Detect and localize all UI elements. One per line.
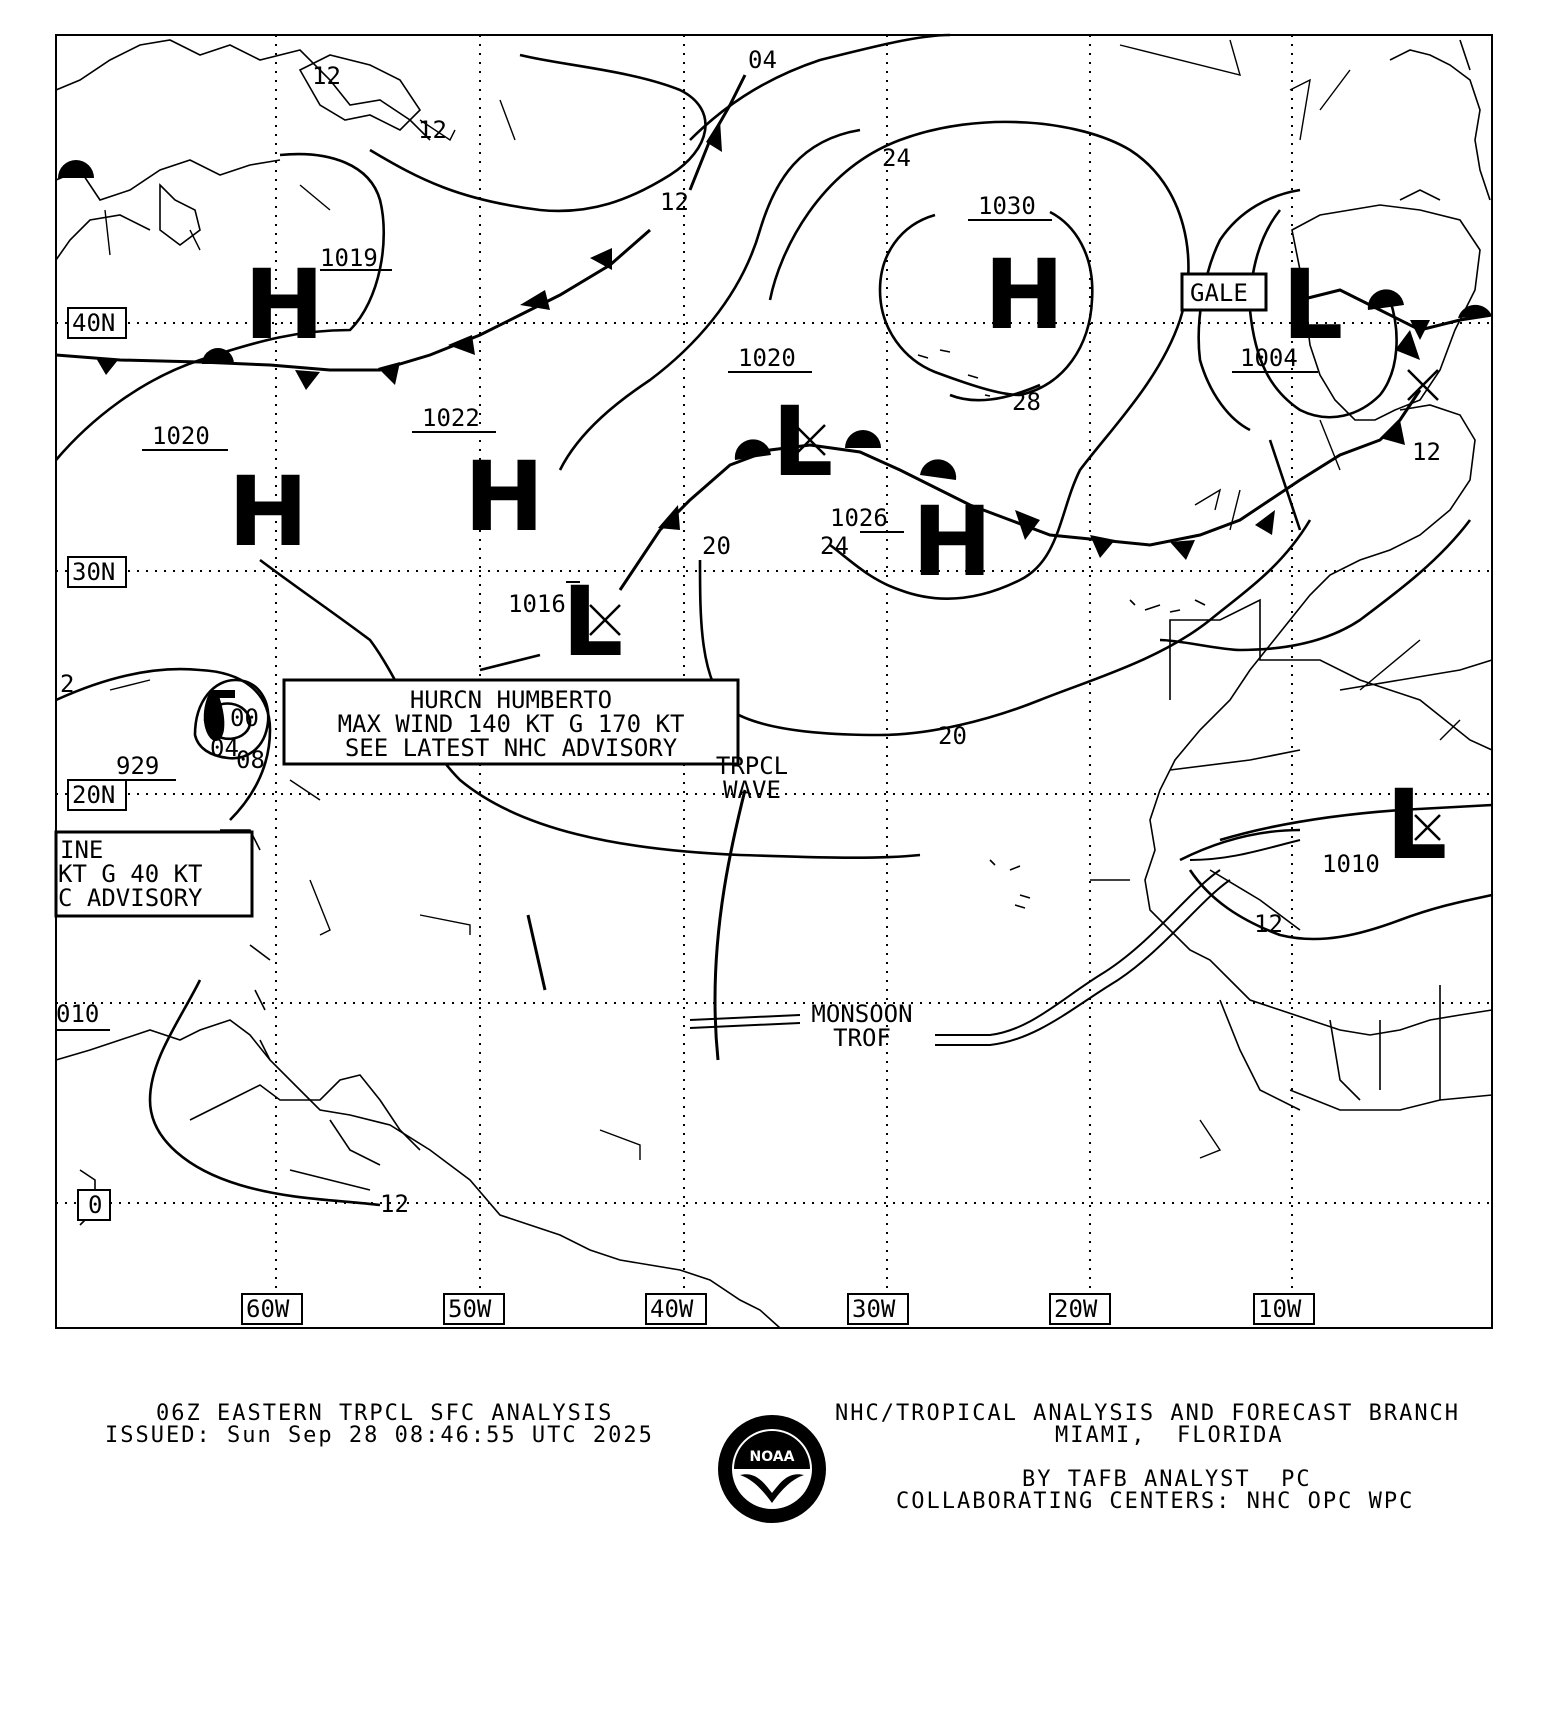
isobar-label: 08 [236,746,265,774]
low-center-symbol: L [1282,249,1344,361]
isobar-label: 20 [702,532,731,560]
isobar-label: 04 [210,734,239,762]
south-america-coast [56,1020,780,1328]
hurricane-name: HURCN HUMBERTO [409,686,613,714]
lon-label-50w: 50W [448,1295,492,1323]
lon-label-30w: 30W [852,1295,896,1323]
storm-name-partial: INE [60,836,104,864]
organization-location: MIAMI, FLORIDA [1055,1423,1284,1448]
lon-label-20w: 20W [1054,1295,1098,1323]
organization-name: NHC/TROPICAL ANALYSIS AND FORECAST BRANCH [835,1401,1461,1426]
isobar-label: 12 [418,116,447,144]
isobar-label: 12 [1254,910,1283,938]
hurricane-info-box [284,680,738,764]
tropical-wave-label: WAVE [723,776,781,804]
high-center-pressure: 1026 [830,504,888,532]
isobar-label: 12 [380,1190,409,1218]
storm-advisory-partial: C ADVISORY [58,884,203,912]
trough-mid [528,915,545,990]
hurricane-max-wind: MAX WIND 140 KT G 170 KT [337,710,685,738]
coastlines [56,40,1492,1328]
monsoon-trough-label: TROF [833,1024,891,1052]
lon-label-60w: 60W [246,1295,290,1323]
isobar-label: 2 [60,670,75,698]
low-center-pressure: 1020 [738,344,796,372]
low-center-pressure: 1010 [1322,850,1380,878]
troughs [528,840,1300,1045]
isobar-1024-east [1270,440,1300,530]
isobar-label: 12 [1412,438,1441,466]
monsoon-trough-west [690,1015,800,1028]
high-center-symbol: H [912,486,993,598]
lat-label-40n: 40N [72,309,116,337]
isobar-label: 28 [1012,388,1041,416]
azores-islands [918,350,990,396]
isobar-1020-mid-stub [480,655,540,670]
lat-label-30n: 30N [72,558,116,586]
south-america-interior [190,1075,420,1190]
feature-labels [716,752,913,1052]
lat-lon-grid [56,35,1492,1328]
lat-label-20n: 20N [72,781,116,809]
isobar-1020-south [700,520,1310,735]
isobar-label: 20 [938,722,967,750]
gale-warning [1182,274,1266,310]
analyst-credit: BY TAFB ANALYST PC [1022,1467,1312,1492]
map-frame [56,35,1492,1328]
high-center-pressure: 1019 [320,244,378,272]
isobar-label: 04 [748,46,777,74]
isobars [56,35,1492,1205]
monsoon-trough-east [935,870,1230,1045]
isobar-label: 010 [56,1000,100,1028]
isobar-label: 00 [230,704,259,732]
low-center-pressure: 1004 [1240,344,1298,372]
canary-cape-verde-islands [990,600,1205,908]
partial-storm-box [56,832,252,916]
low-center-symbol: L [562,566,624,678]
analysis-title: 06Z EASTERN TRPCL SFC ANALYSIS [156,1401,614,1426]
trough-africa [1190,840,1300,860]
isobar-label: 12 [312,62,341,90]
north-america-coast [56,40,430,260]
front-central [620,390,1420,590]
low-center-symbol: L [772,386,834,498]
africa-west-coast [1145,405,1492,1035]
monsoon-trough-label: MONSOON [811,1000,913,1028]
isobar-label: 12 [660,188,689,216]
isobar-label: 24 [882,144,911,172]
europe-north-coast [1390,40,1490,200]
isobar-label: 24 [820,532,849,560]
collaborating-centers: COLLABORATING CENTERS: NHC OPC WPC [896,1489,1415,1514]
high-center-symbol: H [984,239,1065,351]
high-center-symbol: H [228,456,309,568]
noaa-seagull-icon [716,1413,828,1525]
isobar-label: 929 [116,752,160,780]
low-center-pressure: 1016 [508,590,566,618]
noaa-logo-text: NOAA [749,1449,795,1465]
isobar-1012-north [690,35,950,140]
high-center-symbol: H [464,441,545,553]
lon-label-10w: 10W [1258,1295,1302,1323]
high-center-pressure: 1022 [422,404,480,432]
hurricane-advisory: SEE LATEST NHC ADVISORY [344,734,678,762]
wind-barbs [105,40,1460,1160]
lon-labels [242,1294,1314,1324]
lon-label-40w: 40W [650,1295,694,1323]
lat-label-partial: 0 [88,1191,103,1219]
high-center-symbol: H [244,249,325,361]
high-center-pressure: 1020 [152,422,210,450]
isobar-1012-africa [1160,520,1470,650]
high-center-pressure: 1030 [978,192,1036,220]
issued-timestamp: ISSUED: Sun Sep 28 08:46:55 UTC 2025 [105,1423,654,1448]
storm-wind-partial: KT G 40 KT [58,860,203,888]
tropical-wave-label: TRPCL [715,752,789,780]
gale-label: GALE [1190,279,1248,307]
low-center-symbol: L [1386,769,1448,881]
